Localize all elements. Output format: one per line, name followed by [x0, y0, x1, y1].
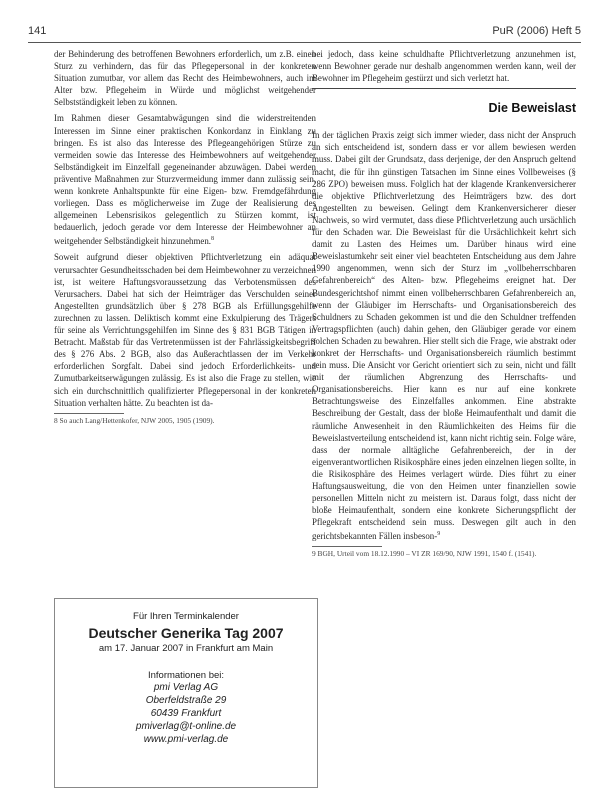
paragraph-text: Im Rahmen dieser Gesamtabwägungen sind die widerstreitenden Interessen im Sinne einer praktischen Konkordanz in Einklang zu bringen. Es ist also das Interesse des Pflegeangehörigen Stürze zu vermeiden sowie das Interesse des Heimbewohners auf weitgehender Selbständigkeit im Einzelfall gegeneinander abzuwägen. Dabei werden präventive Maßnahmen zur Sturzvermeidung immer dann zulässig sein, wenn konkrete Anhaltspunkte für eine Eigen- bzw. Fremdgefährdung vorliegen. Dass es möglicherweise im Zuge der Realisierung des allgemeinen Lebensrisikos gelegentlich zu Stürzen kommt, ist bedauerlich, jedoch gerade vor dem Interesse der Heimbewohner an weitgehender Selbständigkeit hinzunehmen.: [54, 113, 316, 247]
ad-contact-city: 60439 Frankfurt: [150, 708, 222, 719]
paragraph: bei jedoch, dass keine schuldhafte Pflichtverletzung anzunehmen ist, wenn Bewohner gerade nur deshalb angenommen werden kann, weil der Bewohner im Pflegeheim gestürzt und sich verletzt hat.: [312, 49, 576, 84]
ad-contact-street: Oberfeldstraße 29: [145, 695, 227, 706]
footnote: 9 BGH, Urteil vom 18.12.1990 – VI ZR 169/90, NJW 1991, 1540 f. (1541).: [312, 549, 537, 559]
ad-contact-heading: Informationen bei:: [147, 670, 225, 681]
ad-contact-email[interactable]: pmiverlag@t-online.de: [135, 721, 237, 732]
footnote-divider: [312, 546, 382, 547]
page-header: [28, 18, 581, 43]
footnote-mark: 9: [437, 531, 441, 538]
paragraph: Soweit aufgrund dieser objektiven Pflichtverletzung ein adäquat verursachter Gesundheitsschaden bei dem Heimbewohner zu verzeichnen ist, ist weitere Haftungsvoraussetzung das Verbotensmüssen des Verursachers. Dabei hat sich der Heimträger das Verschulden seiner Angestellten grundsätzlich über § 278 BGB als Erfüllungsgehilfe zurechnen zu lassen. Deliktisch kommt eine Exkulpierung des Trägers für seine als Verrichtungsgehilfen im Sinne des § 831 BGB Tätigen in Betracht. Maßstab für das Vertretenmüssen ist der Fahrlässigkeitsbegriff des § 276 Abs. 2 BGB, also das Außerachtlassen der im Verkehr erforderlichen Sorgfalt. Dabei sind jedoch Erforderlichkeits- und Zumutbarkeitserwägungen zulässig. Es ist also die Frage zu stellen, wie sich ein durchschnittlich qualifizierter Pflegepersonal in der konkreten Situation verhalten hätte. Zu beachten ist da-: [54, 252, 316, 408]
ad-date: am 17. Januar 2007 in Frankfurt am Main: [98, 643, 274, 654]
paragraph: der Behinderung des betroffenen Bewohners erforderlich, um z.B. einen Sturz zu verhindern, das für das Pflegepersonal in der konkreten Situation zumutbar, vor allem das Recht des Heimbewohners, auch im Alter bzw. Pflegeheim in Würde und möglichst weitgehender Selbstständigkeit leben zu können.: [54, 49, 316, 108]
page-number: 141: [28, 25, 47, 37]
ad-intro: Für Ihren Terminkalender: [133, 611, 239, 622]
paragraph: [312, 129, 576, 542]
footnote-divider: [54, 413, 124, 414]
right-column: [312, 48, 576, 558]
paragraph-text: In der täglichen Praxis zeigt sich immer wieder, dass nicht der Anspruch an sich entscheidend ist, sondern dass er vor allem bewiesen werden muss. Dabei gilt der Grundsatz, dass derjenige, der den Anspruch geltend macht, die für ihn günstigen Tatsachen im Sinne eines Vollbeweises (§ 286 ZPO) beweisen muss. Folglich hat der klagende Krankenversicherer die objektive Pflichtverletzung des Heimträgers bzw. des dort Angestellten zu beweisen. Gelingt dem Krankenversicherer dieser Nachweis, so wird vermutet, dass diese Pflichtverletzung auch ursächlich für den Schaden war. Die Beweislast für die Ursächlichkeit kehrt sich damit zu Lasten des Heimes um. Darüber hinaus wird eine Beweislastumkehr seit einer viel beachteten Entscheidung aus dem Jahre 1990 angenommen, wenn sich der Sturz im „vollbeherrschbaren Gefahrenbereich“ des Alten- bzw. Pflegeheims ereignet hat. Der Bundesgerichtshof nimmt einen vollbeherrschbaren Gefahrenbereich an, wenn der Gläubiger im Herrschafts- und Organisationsbereich des Schuldners zu Schaden gekommen ist und die den Schuldner treffenden Vertragspflichten (auch) dahin gehen, den Gläubiger gerade vor einem solchen Schaden zu bewahren. Hier stellt sich die Frage, wie abstrakt oder konkret der Herrschafts- und Organisationsbereich räumlich bestimmt sein muss. Die Ansicht vor Gericht orientiert sich zu sein, nicht und fällt mit der räumlichen Abgrenzung des Herrschafts- und Organisationsbereichs. Hier kann es nur auf eine konkrete Betrachtungsweise des Einzelfalles ankommen. Eine abstrakte Beschreibung der Gestalt, dass der bloße Heimaufenthalt und damit die räumliche Anwesenheit in den Räumlichkeiten des Heims für die Beweislastverteilung entscheidend ist, kann nicht richtig sein. Folge wäre, dass der normale alltägliche Gefahrenbereich, der in der eigenverantwortlichen Risikosphäre eines jeden einzelnen liegen sollte, in die Risikosphäre des Heimes verlagert würde. Dies führt zu einer Haftungsausweitung, die von den Heimen unter finanziellen sowie personellen Mitteln nicht zu meistern ist. Daraus folgt, dass nicht der bloße Heimaufenthalt, sondern eine konkrete Sicherungspflicht der Pflegekraft entscheidend sein muss. Deswegen gilt auch in den gerichtsbekannten Fällen insbeson-: [312, 130, 576, 542]
event-advertisement: [54, 598, 318, 788]
ad-contact-company: pmi Verlag AG: [153, 682, 219, 693]
ad-title: Deutscher Generika Tag 2007: [88, 625, 284, 641]
paragraph: [54, 112, 316, 247]
journal-reference: PuR (2006) Heft 5: [492, 25, 581, 37]
section-heading: Die Beweislast: [488, 101, 576, 116]
ad-contact-website[interactable]: www.pmi-verlag.de: [143, 734, 229, 745]
footnote: 8 So auch Lang/Hettenkofer, NJW 2005, 1905 (1909).: [54, 415, 215, 425]
section-divider: [312, 88, 576, 89]
left-column: [54, 48, 316, 425]
footnote-mark: 8: [211, 236, 214, 243]
